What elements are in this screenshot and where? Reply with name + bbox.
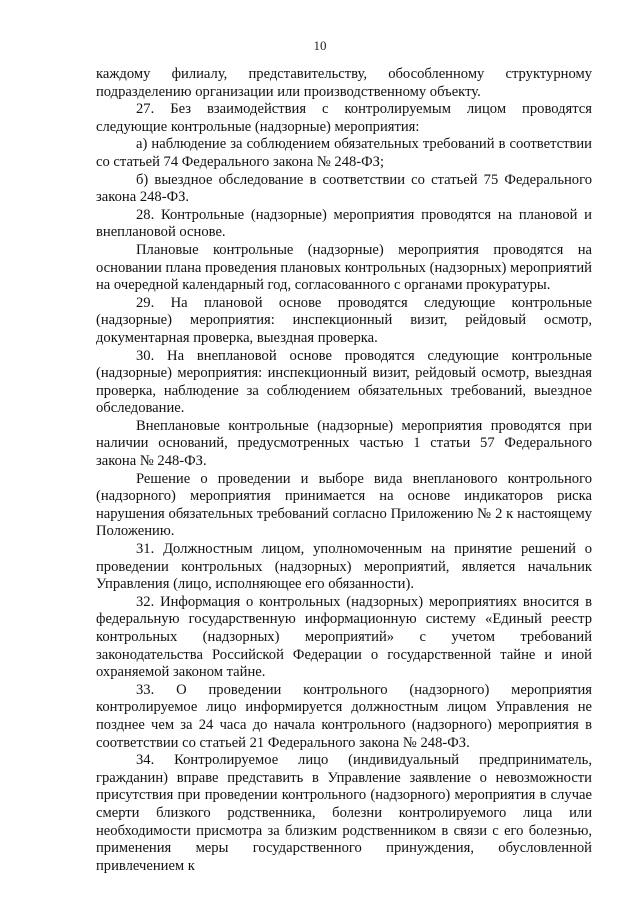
paragraph-32: 32. Информация о контрольных (надзорных) мероприятиях вносится в федеральную государственную информационную систему «Единый реестр контрольных (надзорных) мероприятий» с учетом требований законодательства Российской Федерации о государственной тайне и иной охраняемой законом тайне. xyxy=(96,593,592,681)
document-body xyxy=(96,66,592,875)
paragraph-27-a: а) наблюдение за соблюдением обязательных требований в соответствии со статьей 74 Федерального закона № 248-ФЗ; xyxy=(96,136,592,170)
paragraph-34: 34. Контролируемое лицо (индивидуальный предприниматель, гражданин) вправе представить в Управление заявление о невозможности присутствия при проведении контрольного (надзорного) мероприятия в случае смерти близкого родственника, болезни контролируемого лица или необходимости присмотра за близким родственником в связи с его болезнью, применения меры государственного принуждения, обусловленной привлечением к xyxy=(96,752,592,874)
paragraph-29: 29. На плановой основе проводятся следующие контрольные (надзорные) мероприятия: инспекционный визит, рейдовый осмотр, документарная проверка, выездная проверка. xyxy=(96,294,592,346)
paragraph-28: 28. Контрольные (надзорные) мероприятия проводятся на плановой и внеплановой основе. xyxy=(96,206,592,241)
page-number: 10 xyxy=(313,38,327,53)
paragraph-33: 33. О проведении контрольного (надзорного) мероприятия контролируемое лицо информируется должностным лицом Управления не позднее чем за 24 часа до начала контрольного (надзорного) мероприятия в соответствии со статьей 21 Федерального закона № 248-ФЗ. xyxy=(96,681,592,751)
paragraph-continuation: каждому филиалу, представительству, обособленному структурному подразделению организации или производственному объекту. xyxy=(96,66,592,100)
paragraph-27-b: б) выездное обследование в соответствии со статьей 75 Федерального закона 248-ФЗ. xyxy=(96,171,592,206)
paragraph-27: 27. Без взаимодействия с контролируемым лицом проводятся следующие контрольные (надзорные) мероприятия: xyxy=(96,101,592,135)
paragraph-30-unplanned: Внеплановые контрольные (надзорные) мероприятия проводятся при наличии оснований, предусмотренных частью 1 статьи 57 Федерального закона № 248-ФЗ. xyxy=(96,417,592,470)
paragraph-30: 30. На внеплановой основе проводятся следующие контрольные (надзорные) мероприятия: инспекционный визит, рейдовый осмотр, выездная проверка, наблюдение за соблюдением обязательных требований, выездное обследование. xyxy=(96,347,592,417)
paragraph-31: 31. Должностным лицом, уполномоченным на принятие решений о проведении контрольных (надзорных) мероприятий, является начальник Управления (лицо, исполняющее его обязанности). xyxy=(96,541,592,593)
paragraph-28-planned: Плановые контрольные (надзорные) мероприятия проводятся на основании плана проведения плановых контрольных (надзорных) мероприятий на очередной календарный год, согласованного с органами прокуратуры. xyxy=(96,241,592,294)
paragraph-30-decision: Решение о проведении и выборе вида внепланового контрольного (надзорного) мероприятия принимается на основе индикаторов риска нарушения обязательных требований согласно Приложению № 2 к настоящему Положению. xyxy=(96,470,592,540)
